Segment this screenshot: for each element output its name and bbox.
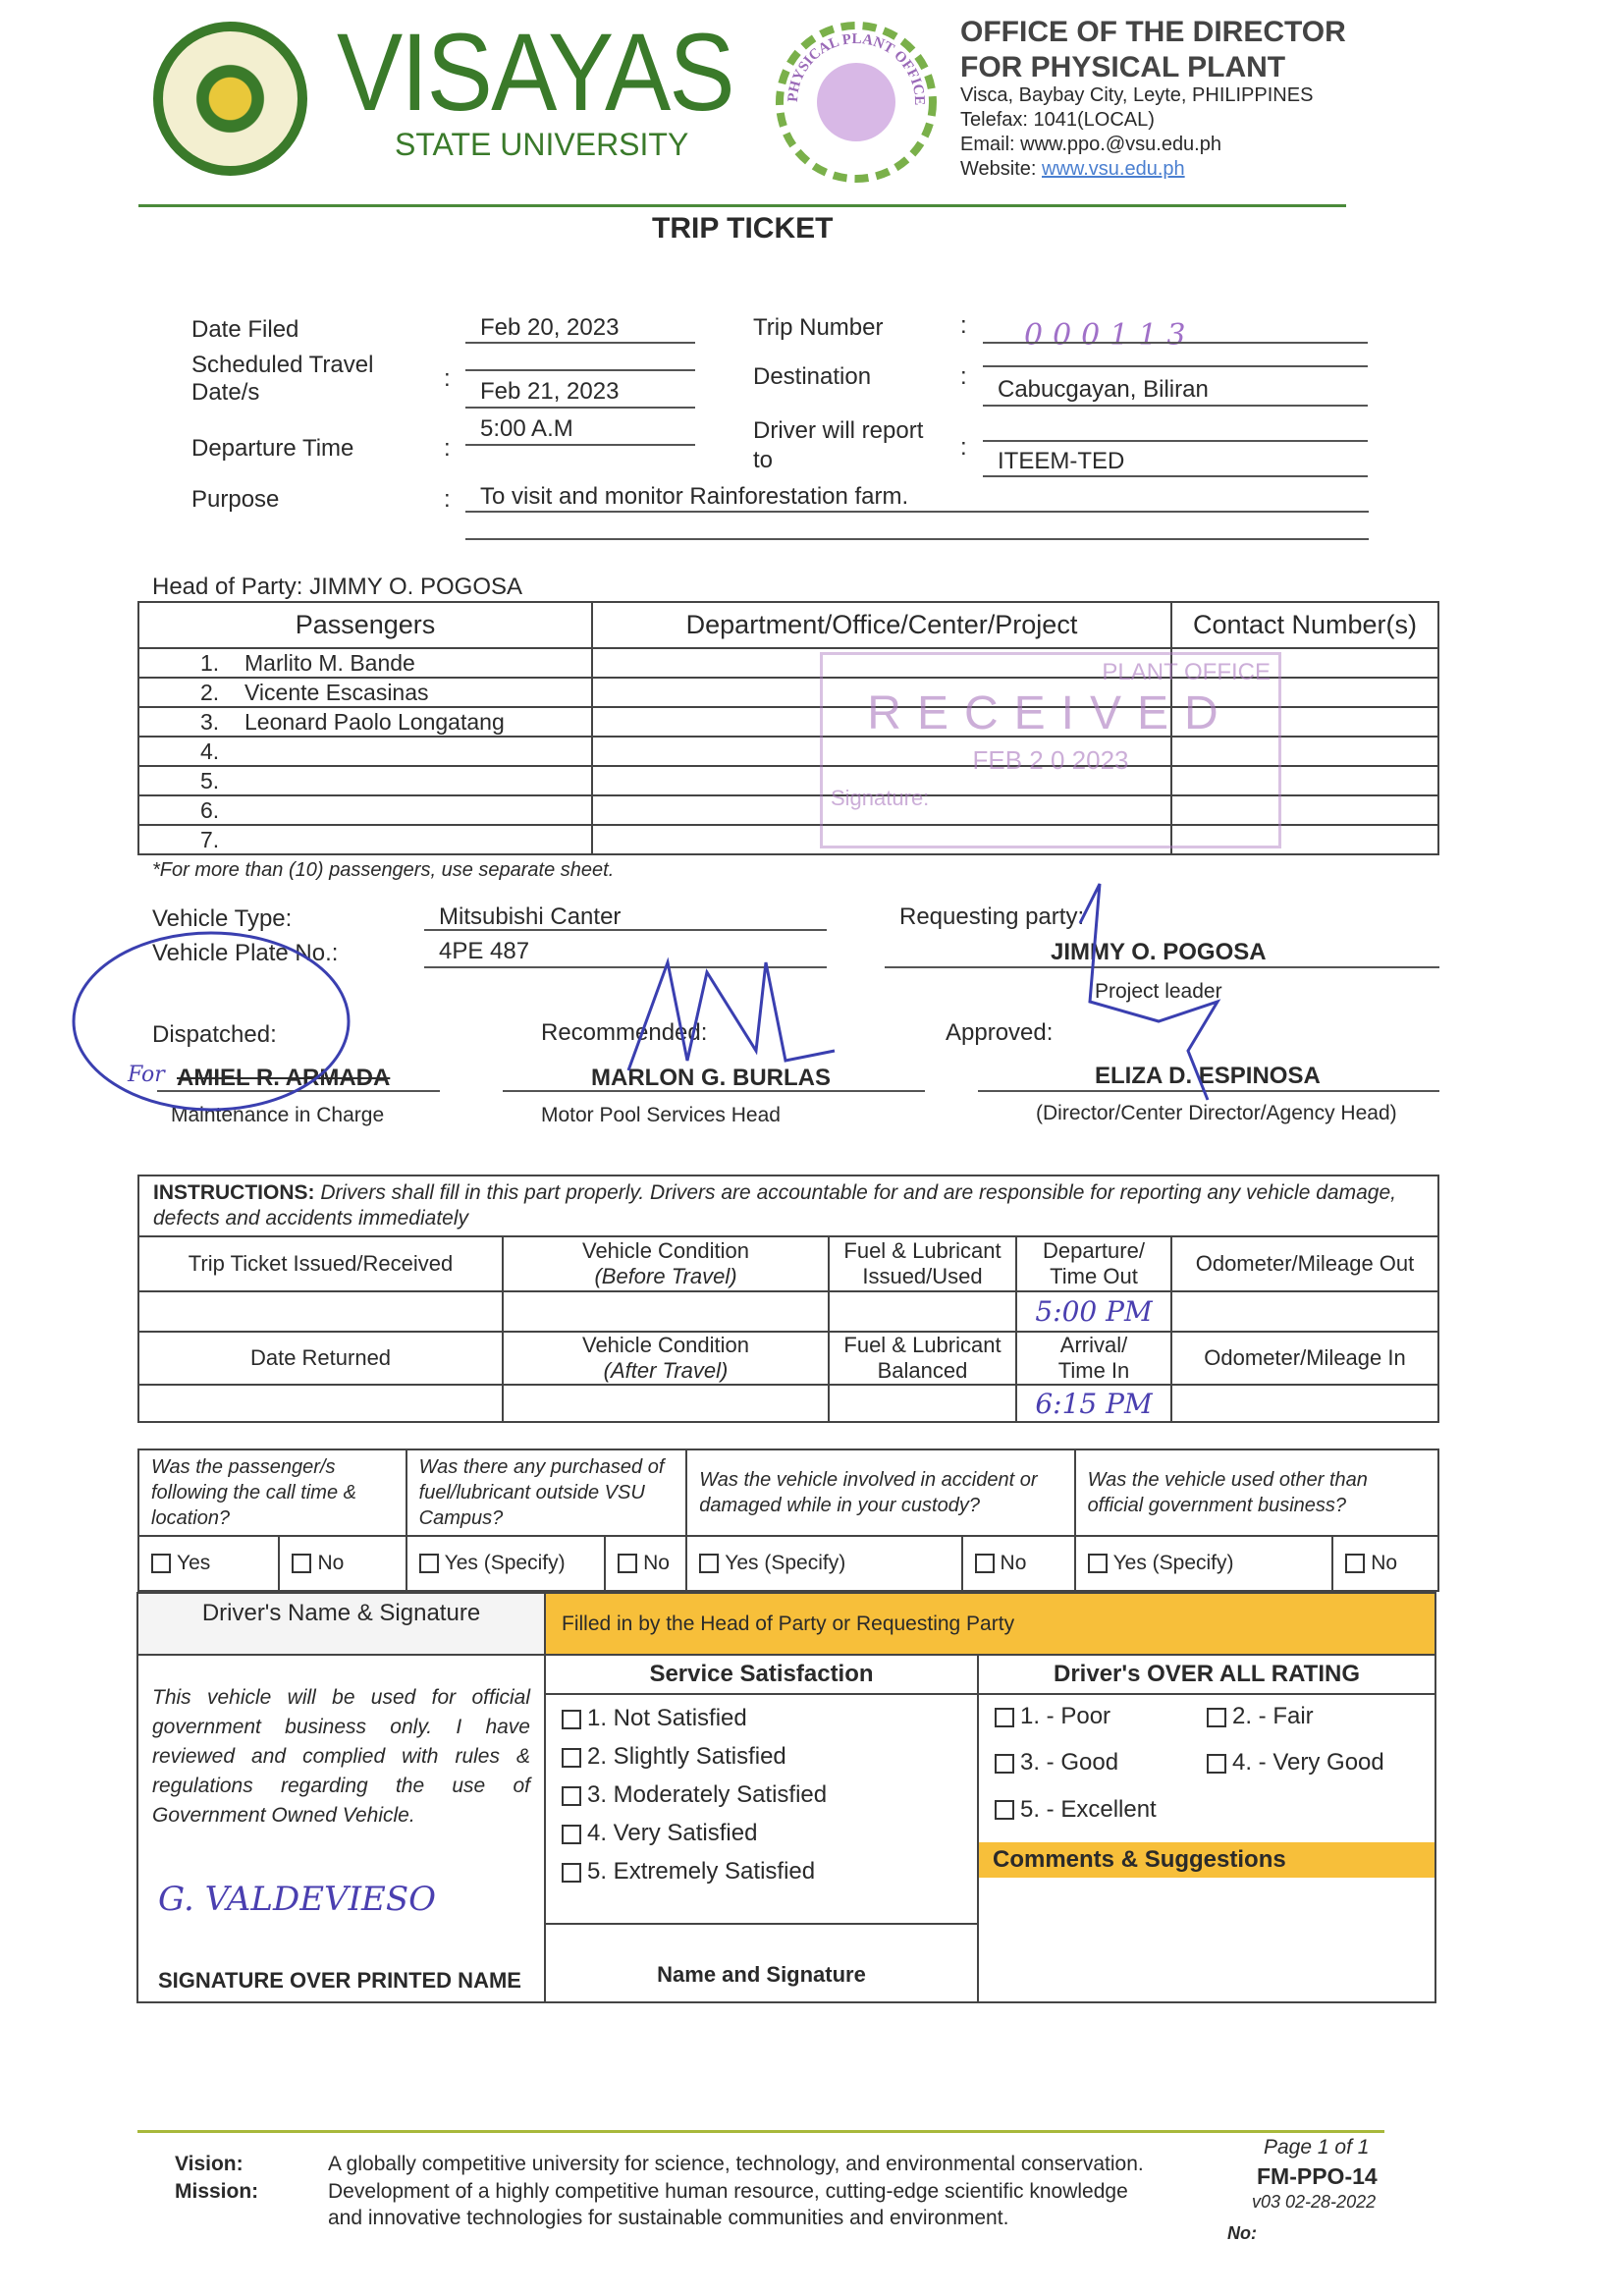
col-passengers: Passengers: [138, 602, 592, 648]
date-returned-header: Date Returned: [138, 1332, 503, 1385]
question-1: Was the passenger/s following the call time & location?: [138, 1449, 406, 1536]
rating-option[interactable]: [1207, 1749, 1419, 1787]
row-number: 5.: [200, 767, 220, 793]
fuel-issued-header: Fuel & Lubricant Issued/Used: [829, 1236, 1016, 1291]
odometer-in-cell[interactable]: [1171, 1385, 1438, 1422]
checkbox[interactable]: [1207, 1754, 1226, 1774]
driver-signature-name[interactable]: G. VALDEVIESO: [158, 1880, 436, 1919]
instructions-text: [138, 1175, 1438, 1236]
passenger-name: Leonard Paolo Longatang: [244, 708, 505, 735]
option-label: 2. - Fair: [1232, 1703, 1314, 1729]
form-version: v03 02-28-2022: [1252, 2192, 1377, 2212]
question-4-yes-option[interactable]: [1075, 1536, 1333, 1591]
checkbox[interactable]: [975, 1554, 995, 1573]
row-number: 3.: [200, 708, 220, 735]
passenger-name-cell[interactable]: [138, 825, 592, 854]
option-label: No: [643, 1552, 670, 1574]
option-label: No: [1371, 1552, 1398, 1574]
website-label: Website:: [960, 158, 1042, 180]
fuel-balanced-header: Fuel & Lubricant Balanced: [829, 1332, 1016, 1385]
question-2-yes-option[interactable]: [406, 1536, 606, 1591]
col-contact: Contact Number(s): [1171, 602, 1438, 648]
dispatched-label: Dispatched:: [152, 1021, 277, 1048]
odometer-in-header: Odometer/Mileage In: [1171, 1332, 1438, 1385]
report-label: Driver will report: [753, 417, 924, 444]
trip-ticket-issued-header: Trip Ticket Issued/Received: [138, 1236, 503, 1291]
driver-name-header: Driver's Name & Signature: [137, 1593, 545, 1655]
checkbox[interactable]: [562, 1786, 581, 1806]
comments-area[interactable]: [979, 1878, 1435, 1923]
option-label: 1. - Poor: [1020, 1703, 1111, 1729]
page-number: Page 1 of 1: [1264, 2136, 1370, 2159]
form-no-label: No:: [1227, 2223, 1257, 2243]
stamp-date: FEB 2 0 2023: [972, 744, 1129, 775]
filled-by-banner: Filled in by the Head of Party or Requesting Party: [545, 1593, 1435, 1655]
passenger-name-cell[interactable]: [138, 795, 592, 825]
checkbox[interactable]: [1345, 1554, 1365, 1573]
requesting-party-title: Project leader: [1095, 980, 1222, 1003]
option-label: 1. Not Satisfied: [587, 1705, 747, 1731]
question-2-no-option[interactable]: [605, 1536, 686, 1591]
destination-label: Destination: [753, 363, 872, 390]
passenger-name-cell[interactable]: [138, 737, 592, 766]
signature-over-printed-name: SIGNATURE OVER PRINTED NAME: [158, 1968, 521, 1993]
sched-label-2: Date/s: [191, 379, 260, 406]
option-label: 5. - Excellent: [1020, 1795, 1157, 1823]
colon: :: [444, 486, 451, 513]
checkbox[interactable]: [995, 1708, 1014, 1727]
option-label: No: [317, 1552, 345, 1574]
approved-name: ELIZA D. ESPINOSA: [1095, 1063, 1321, 1089]
question-4: Was the vehicle used other than official government business?: [1075, 1449, 1438, 1536]
telefax: Telefax: 1041(LOCAL): [960, 109, 1155, 131]
sched-label: Scheduled Travel: [191, 352, 374, 378]
checkbox[interactable]: [562, 1710, 581, 1729]
questions-table: [137, 1449, 1439, 1592]
passenger-note: *For more than (10) passengers, use separate sheet.: [152, 859, 615, 881]
form-code: FM-PPO-14: [1257, 2163, 1378, 2189]
colon: :: [444, 365, 451, 392]
rating-option[interactable]: [1207, 1703, 1419, 1741]
label-sub: (Before Travel): [594, 1264, 737, 1288]
service-options: [545, 1694, 978, 1924]
page-title: TRIP TICKET: [652, 212, 834, 245]
option-label: 3. Moderately Satisfied: [587, 1781, 828, 1808]
ppo-logo-text: PHYSICAL PLANT OFFICE: [785, 30, 928, 106]
departure-label: Departure Time: [191, 435, 354, 462]
report-value: ITEEM-TED: [998, 448, 1125, 474]
instructions-body: Drivers shall fill in this part properly. Drivers are accountable for and are responsible for reporting any vehicle damage, defects and accidents immediately: [153, 1181, 1396, 1230]
checkbox[interactable]: [292, 1554, 311, 1573]
question-2: Was there any purchased of fuel/lubricant outside VSU Campus?: [406, 1449, 687, 1536]
vehicle-plate-label: Vehicle Plate No.:: [152, 940, 339, 966]
ppo-gear-graphic: [776, 22, 937, 183]
option-label: Yes (Specify): [1112, 1552, 1234, 1574]
received-stamp: [820, 652, 1281, 848]
service-option[interactable]: [562, 1705, 961, 1743]
date-filed-value: Feb 20, 2023: [480, 314, 620, 341]
stamp-title: PLANT OFFICE: [1102, 659, 1271, 685]
brand-sub: STATE UNIVERSITY: [395, 127, 689, 162]
header-divider: [138, 204, 1346, 207]
report-label-2: to: [753, 447, 774, 473]
checkbox[interactable]: [562, 1748, 581, 1768]
option-label: No: [1000, 1552, 1027, 1574]
approved-label: Approved:: [946, 1019, 1054, 1046]
time-out-cell[interactable]: 5:00 PM: [1016, 1291, 1171, 1332]
passenger-name-cell[interactable]: [138, 766, 592, 795]
colon: :: [444, 435, 451, 462]
vehicle-condition-before-cell[interactable]: [503, 1291, 829, 1332]
destination-value: Cabucgayan, Biliran: [998, 376, 1209, 403]
checkbox[interactable]: [995, 1800, 1014, 1820]
time-in-cell[interactable]: 6:15 PM: [1016, 1385, 1171, 1422]
approver-signature: [1080, 884, 1218, 1100]
row-number: 1.: [200, 649, 220, 676]
service-option[interactable]: [562, 1781, 961, 1820]
vehicle-condition-after-cell[interactable]: [503, 1385, 829, 1422]
row-number: 6.: [200, 796, 220, 823]
question-4-no-option[interactable]: [1332, 1536, 1438, 1591]
passenger-name-cell[interactable]: [138, 707, 592, 737]
odometer-out-cell[interactable]: [1171, 1291, 1438, 1332]
option-label: 4. - Very Good: [1232, 1749, 1384, 1777]
odometer-out-header: Odometer/Mileage Out: [1171, 1236, 1438, 1291]
driver-statement-cell: [137, 1655, 545, 2002]
checkbox[interactable]: [618, 1554, 637, 1573]
passenger-name: Marlito M. Bande: [244, 649, 415, 676]
dispatched-title: Maintenance in Charge: [171, 1104, 385, 1126]
option-label: Yes (Specify): [725, 1552, 846, 1574]
vision-label: Vision:: [175, 2153, 244, 2175]
question-1-no-option[interactable]: [279, 1536, 406, 1591]
passenger-name-cell[interactable]: [138, 648, 592, 678]
label: Vehicle Condition: [581, 1238, 749, 1263]
driver-rating-header: Driver's OVER ALL RATING: [978, 1655, 1435, 1694]
vsu-seal-logo: [153, 22, 307, 176]
colon: :: [960, 434, 967, 461]
head-of-party: Head of Party: JIMMY O. POGOSA: [152, 574, 523, 600]
mission-label: Mission:: [175, 2180, 259, 2203]
vehicle-plate-value: 4PE 487: [439, 938, 530, 964]
dispatched-name: AMIEL R. ARMADA: [177, 1065, 391, 1091]
vehicle-condition-after-header: [503, 1332, 829, 1385]
question-3-yes-option[interactable]: [686, 1536, 961, 1591]
checkbox[interactable]: [562, 1863, 581, 1883]
departure-value: 5:00 A.M: [480, 415, 573, 442]
option-label: 5. Extremely Satisfied: [587, 1858, 816, 1885]
recommended-title: Motor Pool Services Head: [541, 1104, 781, 1126]
name-and-signature-label: Name and Signature: [545, 1924, 978, 2002]
colon: :: [960, 312, 967, 339]
time-in-header: Arrival/ Time In: [1016, 1332, 1171, 1385]
row-number: 2.: [200, 679, 220, 705]
comments-header: Comments & Suggestions: [979, 1842, 1435, 1878]
satisfaction-table: [136, 1592, 1436, 2003]
fuel-issued-cell[interactable]: [829, 1291, 1016, 1332]
label-sub: (After Travel): [603, 1358, 729, 1383]
fuel-balanced-cell[interactable]: [829, 1385, 1016, 1422]
col-department: Department/Office/Center/Project: [592, 602, 1171, 648]
mission-text-2: and innovative technologies for sustainable communities and environment.: [328, 2207, 1009, 2229]
date-filed-label: Date Filed: [191, 316, 299, 343]
recommended-name: MARLON G. BURLAS: [591, 1065, 831, 1091]
driver-statement: This vehicle will be used for official government business only. I have reviewed and complied with rules & regulations regarding the use of Government Owned Vehicle.: [152, 1686, 530, 1827]
rating-option[interactable]: [995, 1796, 1207, 1834]
time-out-header: Departure/ Time Out: [1016, 1236, 1171, 1291]
passenger-name-cell[interactable]: [138, 678, 592, 707]
mission-text-1: Development of a highly competitive human resource, cutting-edge scientific knowledge: [328, 2180, 1128, 2203]
trip-number-value: 000113: [1024, 318, 1196, 353]
instructions-table: [137, 1175, 1439, 1423]
row-number: 7.: [200, 826, 220, 852]
service-option[interactable]: [562, 1743, 961, 1781]
requesting-party-label: Requesting party:: [899, 903, 1085, 930]
purpose-label: Purpose: [191, 486, 280, 513]
ppo-gear-logo: [776, 22, 937, 183]
trip-number-label: Trip Number: [753, 314, 884, 341]
option-label: 3. - Good: [1020, 1749, 1119, 1777]
rating-option[interactable]: [995, 1703, 1207, 1741]
rating-option[interactable]: [995, 1749, 1207, 1787]
dispatcher-signature: [74, 933, 349, 1110]
checkbox[interactable]: [1088, 1554, 1108, 1573]
brand-main: VISAYAS: [337, 11, 733, 134]
passenger-name: Vicente Escasinas: [244, 679, 429, 705]
email: Email: www.ppo.@vsu.edu.ph: [960, 134, 1221, 155]
label: Vehicle Condition: [581, 1333, 749, 1357]
checkbox[interactable]: [151, 1554, 171, 1573]
stamp-signature: Signature:: [831, 785, 930, 810]
approved-title: (Director/Center Director/Agency Head): [1036, 1102, 1397, 1124]
vision-text: A globally competitive university for science, technology, and environmental conservation.: [328, 2153, 1144, 2175]
service-option[interactable]: [562, 1858, 961, 1896]
comments-area-bottom[interactable]: [978, 1924, 1435, 2002]
row-number: 4.: [200, 738, 220, 764]
vehicle-condition-before-header: [503, 1236, 829, 1291]
option-label: 4. Very Satisfied: [587, 1820, 758, 1846]
recommended-label: Recommended:: [541, 1019, 708, 1046]
checkbox[interactable]: [699, 1554, 719, 1573]
question-3-no-option[interactable]: [962, 1536, 1075, 1591]
recommender-signature: [628, 962, 835, 1070]
date-returned-cell[interactable]: [138, 1385, 503, 1422]
service-satisfaction-header: Service Satisfaction: [545, 1655, 978, 1694]
service-option[interactable]: [562, 1820, 961, 1858]
footer-divider: [137, 2130, 1384, 2133]
address: Visca, Baybay City, Leyte, PHILIPPINES: [960, 84, 1314, 106]
option-label: 2. Slightly Satisfied: [587, 1743, 786, 1770]
rating-cell: [978, 1694, 1435, 1924]
checkbox[interactable]: [419, 1554, 439, 1573]
trip-ticket-issued-cell[interactable]: [138, 1291, 503, 1332]
colon: :: [960, 363, 967, 390]
option-label: Yes: [177, 1552, 211, 1574]
checkbox[interactable]: [1207, 1708, 1226, 1727]
stamp-received: RECEIVED: [867, 686, 1234, 739]
website-line: [960, 158, 1185, 181]
question-3: Was the vehicle involved in accident or damaged while in your custody?: [686, 1449, 1074, 1536]
checkbox[interactable]: [562, 1825, 581, 1844]
vehicle-type-value: Mitsubishi Canter: [439, 903, 622, 930]
checkbox[interactable]: [995, 1754, 1014, 1774]
option-label: Yes (Specify): [444, 1552, 566, 1574]
office-line1: OFFICE OF THE DIRECTOR: [960, 16, 1346, 48]
dispatched-prefix: For: [128, 1063, 165, 1087]
purpose-value: To visit and monitor Rainforestation farm.: [480, 483, 909, 510]
instructions-bold: INSTRUCTIONS:: [153, 1181, 315, 1204]
handwritten-signatures: [0, 864, 1624, 1178]
sched-value: Feb 21, 2023: [480, 378, 620, 405]
office-line2: FOR PHYSICAL PLANT: [960, 51, 1286, 83]
requesting-party-name: JIMMY O. POGOSA: [1051, 939, 1267, 965]
website-link[interactable]: www.vsu.edu.ph: [1042, 158, 1185, 180]
question-1-yes-option[interactable]: [138, 1536, 279, 1591]
vehicle-type-label: Vehicle Type:: [152, 905, 293, 932]
